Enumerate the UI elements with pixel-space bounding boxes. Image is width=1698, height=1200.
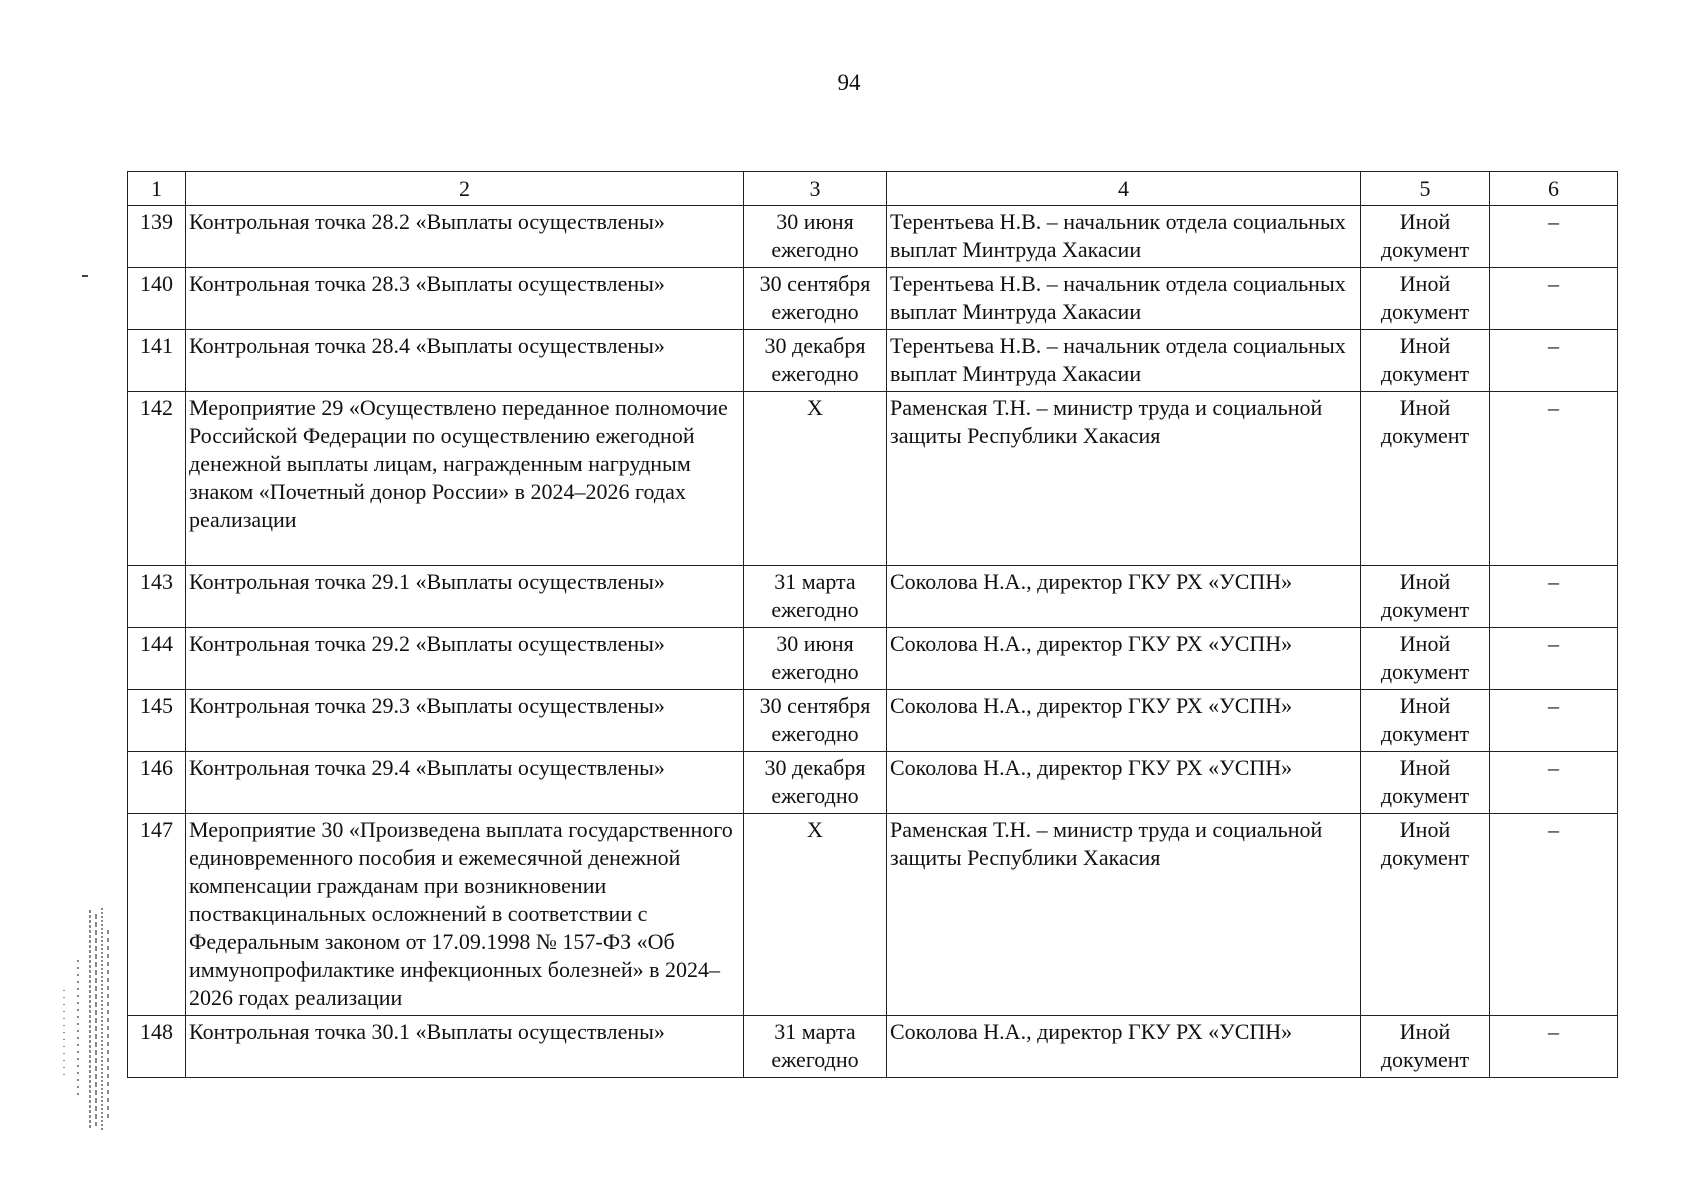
events-table: [127, 171, 1618, 1078]
row-note: –: [1490, 392, 1618, 566]
header-cell-4: 4: [887, 172, 1361, 206]
row-title: Контрольная точка 28.2 «Выплаты осуществлены»: [186, 206, 744, 268]
row-deadline: 30 сентября ежегодно: [744, 268, 887, 330]
row-number: 141: [128, 330, 186, 392]
row-note: –: [1490, 330, 1618, 392]
row-responsible: Соколова Н.А., директор ГКУ РХ «УСПН»: [887, 1016, 1361, 1078]
row-number: 146: [128, 752, 186, 814]
margin-mark: [82, 275, 88, 277]
row-number: 143: [128, 566, 186, 628]
row-note: –: [1490, 814, 1618, 1016]
row-title: Контрольная точка 30.1 «Выплаты осуществлены»: [186, 1016, 744, 1078]
row-note: –: [1490, 268, 1618, 330]
row-number: 144: [128, 628, 186, 690]
row-document-type: Иной документ: [1361, 752, 1490, 814]
table-row: [128, 206, 1618, 268]
row-deadline: 31 марта ежегодно: [744, 1016, 887, 1078]
row-responsible: Терентьева Н.В. – начальник отдела социальных выплат Минтруда Хакасии: [887, 268, 1361, 330]
header-cell-6: 6: [1490, 172, 1618, 206]
page-number: 94: [837, 70, 861, 95]
row-number: 145: [128, 690, 186, 752]
row-deadline: 30 июня ежегодно: [744, 628, 887, 690]
row-responsible: Раменская Т.Н. – министр труда и социальной защиты Республики Хакасия: [887, 814, 1361, 1016]
row-responsible: Соколова Н.А., директор ГКУ РХ «УСПН»: [887, 566, 1361, 628]
row-document-type: Иной документ: [1361, 330, 1490, 392]
table-row: [128, 628, 1618, 690]
row-document-type: Иной документ: [1361, 628, 1490, 690]
row-title: Контрольная точка 28.3 «Выплаты осуществлены»: [186, 268, 744, 330]
row-responsible: Терентьева Н.В. – начальник отдела социальных выплат Минтруда Хакасии: [887, 330, 1361, 392]
row-deadline: 30 сентября ежегодно: [744, 690, 887, 752]
header-cell-5: 5: [1361, 172, 1490, 206]
table-row: [128, 690, 1618, 752]
row-deadline: Х: [744, 814, 887, 1016]
row-note: –: [1490, 752, 1618, 814]
row-document-type: Иной документ: [1361, 690, 1490, 752]
row-responsible: Терентьева Н.В. – начальник отдела социальных выплат Минтруда Хакасии: [887, 206, 1361, 268]
table-row: [128, 330, 1618, 392]
row-document-type: Иной документ: [1361, 566, 1490, 628]
row-responsible: Соколова Н.А., директор ГКУ РХ «УСПН»: [887, 628, 1361, 690]
table-row: [128, 752, 1618, 814]
header-cell-2: 2: [186, 172, 744, 206]
row-document-type: Иной документ: [1361, 268, 1490, 330]
row-responsible: Соколова Н.А., директор ГКУ РХ «УСПН»: [887, 752, 1361, 814]
row-title: Контрольная точка 29.3 «Выплаты осуществлены»: [186, 690, 744, 752]
table-row: [128, 268, 1618, 330]
row-number: 140: [128, 268, 186, 330]
row-document-type: Иной документ: [1361, 206, 1490, 268]
row-document-type: Иной документ: [1361, 392, 1490, 566]
row-deadline: 30 декабря ежегодно: [744, 752, 887, 814]
row-number: 148: [128, 1016, 186, 1078]
header-cell-1: 1: [128, 172, 186, 206]
row-deadline: 31 марта ежегодно: [744, 566, 887, 628]
row-title: Мероприятие 30 «Произведена выплата государственного единовременного пособия и ежемесячной денежной компенсации гражданам при возникновении поствакцинальных осложнений в соответствии с Федеральным законом от 17.09.1998 № 157-ФЗ «Об иммунопрофилактике инфекционных болезней» в 2024–2026 годах реализации: [186, 814, 744, 1016]
row-document-type: Иной документ: [1361, 814, 1490, 1016]
table-row: [128, 566, 1618, 628]
row-deadline: Х: [744, 392, 887, 566]
row-title: Контрольная точка 29.1 «Выплаты осуществлены»: [186, 566, 744, 628]
header-cell-3: 3: [744, 172, 887, 206]
row-responsible: Раменская Т.Н. – министр труда и социальной защиты Республики Хакасия: [887, 392, 1361, 566]
row-title: Контрольная точка 29.4 «Выплаты осуществлены»: [186, 752, 744, 814]
row-number: 147: [128, 814, 186, 1016]
registration-stamp-icon: [34, 900, 114, 1140]
row-deadline: 30 июня ежегодно: [744, 206, 887, 268]
row-title: Мероприятие 29 «Осуществлено переданное полномочие Российской Федерации по осуществлению ежегодной денежной выплаты лицам, награжденным нагрудным знаком «Почетный донор России» в 2024–2026 годах реализации: [186, 392, 744, 566]
table-row: [128, 392, 1618, 566]
row-note: –: [1490, 206, 1618, 268]
row-note: –: [1490, 628, 1618, 690]
row-title: Контрольная точка 28.4 «Выплаты осуществлены»: [186, 330, 744, 392]
row-note: –: [1490, 1016, 1618, 1078]
row-note: –: [1490, 690, 1618, 752]
table-header-row: [128, 172, 1618, 206]
row-title: Контрольная точка 29.2 «Выплаты осуществлены»: [186, 628, 744, 690]
row-number: 142: [128, 392, 186, 566]
row-deadline: 30 декабря ежегодно: [744, 330, 887, 392]
row-document-type: Иной документ: [1361, 1016, 1490, 1078]
table-row: [128, 1016, 1618, 1078]
table-row: [128, 814, 1618, 1016]
row-number: 139: [128, 206, 186, 268]
row-note: –: [1490, 566, 1618, 628]
row-responsible: Соколова Н.А., директор ГКУ РХ «УСПН»: [887, 690, 1361, 752]
